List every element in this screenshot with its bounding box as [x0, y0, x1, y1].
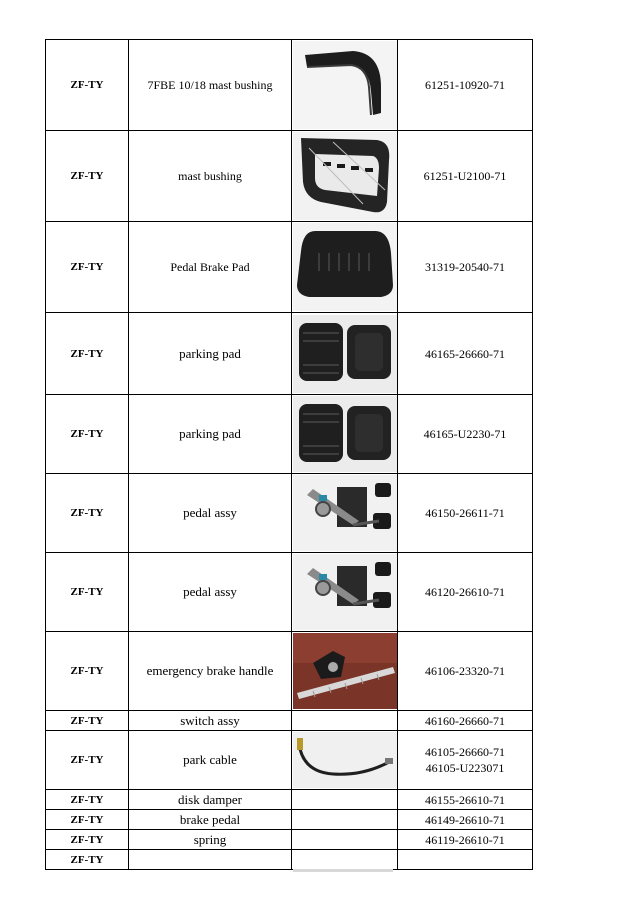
- photo-cell: [292, 474, 398, 553]
- brand-cell: [46, 474, 129, 553]
- photo-cell: [292, 830, 398, 850]
- brake-pad-photo: [293, 223, 397, 311]
- table-row: [46, 222, 533, 313]
- part-code: 46160-26660-71: [425, 713, 505, 728]
- brand-label: ZF-TY: [70, 714, 104, 727]
- name-cell: [129, 395, 292, 474]
- code-cell: [398, 313, 533, 395]
- part-code: 46165-26660-71: [425, 346, 505, 361]
- mast-bushing-photo: [293, 41, 397, 129]
- name-cell: [129, 553, 292, 632]
- name-cell: [129, 850, 292, 870]
- name-cell: [129, 790, 292, 810]
- photo-edge-strip: [293, 869, 393, 872]
- parts-sheet: [45, 39, 533, 870]
- photo-cell: [292, 40, 398, 131]
- table-row: [46, 632, 533, 711]
- table-row: [46, 474, 533, 553]
- part-code: 46105-U223071: [425, 761, 505, 775]
- table-row: [46, 711, 533, 731]
- part-name: Pedal Brake Pad: [170, 259, 250, 274]
- name-cell: [129, 474, 292, 553]
- photo-cell: [292, 790, 398, 810]
- part-code: 61251-U2100-71: [423, 169, 507, 183]
- photo-cell: [292, 313, 398, 395]
- brand-cell: [46, 830, 129, 850]
- part-code: 31319-20540-71: [425, 260, 505, 274]
- brand-cell: [46, 731, 129, 790]
- photo-cell: [292, 553, 398, 632]
- part-code: 46105-26660-71: [425, 745, 505, 759]
- name-cell: [129, 830, 292, 850]
- mast-bushing-photo: [293, 132, 397, 220]
- name-cell: [129, 313, 292, 395]
- brand-label: ZF-TY: [70, 813, 104, 826]
- name-cell: [129, 711, 292, 731]
- part-code: 46106-23320-71: [425, 664, 505, 678]
- brand-label: ZF-TY: [70, 79, 104, 91]
- pedal-assy-photo: [293, 554, 397, 630]
- brand-label: ZF-TY: [70, 261, 104, 273]
- brand-label: ZF-TY: [70, 665, 104, 677]
- part-code: 46150-26611-71: [425, 506, 505, 520]
- part-name: pedal assy: [183, 505, 237, 520]
- brand-cell: [46, 131, 129, 222]
- part-code: 46120-26610-71: [425, 585, 505, 599]
- code-cell: [398, 810, 533, 830]
- part-code: 46119-26610-71: [425, 832, 505, 847]
- table-row: [46, 131, 533, 222]
- brand-cell: [46, 810, 129, 830]
- part-code: 61251-10920-71: [425, 78, 505, 92]
- brand-cell: [46, 395, 129, 474]
- code-cell: [398, 830, 533, 850]
- part-name: brake pedal: [179, 811, 241, 827]
- brand-cell: [46, 313, 129, 395]
- part-name: disk damper: [178, 791, 242, 807]
- code-cell: [398, 131, 533, 222]
- brand-cell: [46, 553, 129, 632]
- table-row: [46, 40, 533, 131]
- code-cell: [398, 395, 533, 474]
- table-row: [46, 830, 533, 850]
- name-cell: [129, 131, 292, 222]
- brand-cell: [46, 40, 129, 131]
- brand-label: ZF-TY: [70, 793, 104, 806]
- brand-cell: [46, 790, 129, 810]
- part-name: park cable: [183, 752, 237, 767]
- name-cell: [129, 222, 292, 313]
- part-name: 7FBE 10/18 mast bushing: [147, 77, 273, 92]
- brand-label: ZF-TY: [70, 833, 104, 846]
- part-name: parking pad: [179, 345, 241, 361]
- photo-cell: [292, 222, 398, 313]
- name-cell: [129, 810, 292, 830]
- photo-cell: [292, 810, 398, 830]
- part-name: switch assy: [180, 712, 240, 728]
- part-name: pedal assy: [183, 584, 237, 599]
- part-code: 46149-26610-71: [425, 812, 505, 827]
- code-cell: [398, 850, 533, 870]
- parts-table: [45, 39, 533, 870]
- brand-label: ZF-TY: [70, 754, 104, 766]
- part-name: mast bushing: [178, 168, 242, 183]
- table-row: [46, 790, 533, 810]
- code-cell: [398, 222, 533, 313]
- table-row: [46, 810, 533, 830]
- photo-cell: [292, 731, 398, 790]
- code-cell: [398, 474, 533, 553]
- name-cell: [129, 632, 292, 711]
- part-code: 46155-26610-71: [425, 792, 505, 807]
- name-cell: [129, 731, 292, 790]
- code-cell: [398, 790, 533, 810]
- brand-label: ZF-TY: [70, 853, 104, 866]
- code-cell: [398, 553, 533, 632]
- code-cell: [398, 632, 533, 711]
- brand-label: ZF-TY: [70, 347, 104, 360]
- name-cell: [129, 40, 292, 131]
- parking-pad-photo: [293, 315, 397, 393]
- table-row: [46, 731, 533, 790]
- part-name: emergency brake handle: [146, 663, 274, 678]
- code-cell: [398, 731, 533, 790]
- brand-cell: [46, 850, 129, 870]
- table-row: [46, 313, 533, 395]
- table-row: [46, 553, 533, 632]
- brand-cell: [46, 711, 129, 731]
- photo-cell: [292, 632, 398, 711]
- brand-cell: [46, 632, 129, 711]
- brand-label: ZF-TY: [70, 170, 104, 182]
- brand-label: ZF-TY: [70, 428, 104, 440]
- park-cable-photo: [293, 732, 397, 788]
- brake-handle-photo: [293, 633, 397, 709]
- table-row: [46, 395, 533, 474]
- brand-label: ZF-TY: [70, 586, 104, 598]
- brand-cell: [46, 222, 129, 313]
- table-row: [46, 850, 533, 870]
- photo-cell: [292, 395, 398, 474]
- code-cell: [398, 40, 533, 131]
- photo-cell: [292, 131, 398, 222]
- part-name: spring: [193, 831, 227, 847]
- part-code: 46165-U2230-71: [423, 427, 507, 441]
- brand-label: ZF-TY: [70, 507, 104, 519]
- photo-cell: [292, 850, 398, 870]
- pedal-assy-photo: [293, 475, 397, 551]
- code-cell: [398, 711, 533, 731]
- parking-pad-photo: [293, 396, 397, 472]
- photo-cell: [292, 711, 398, 731]
- part-name: parking pad: [179, 426, 241, 441]
